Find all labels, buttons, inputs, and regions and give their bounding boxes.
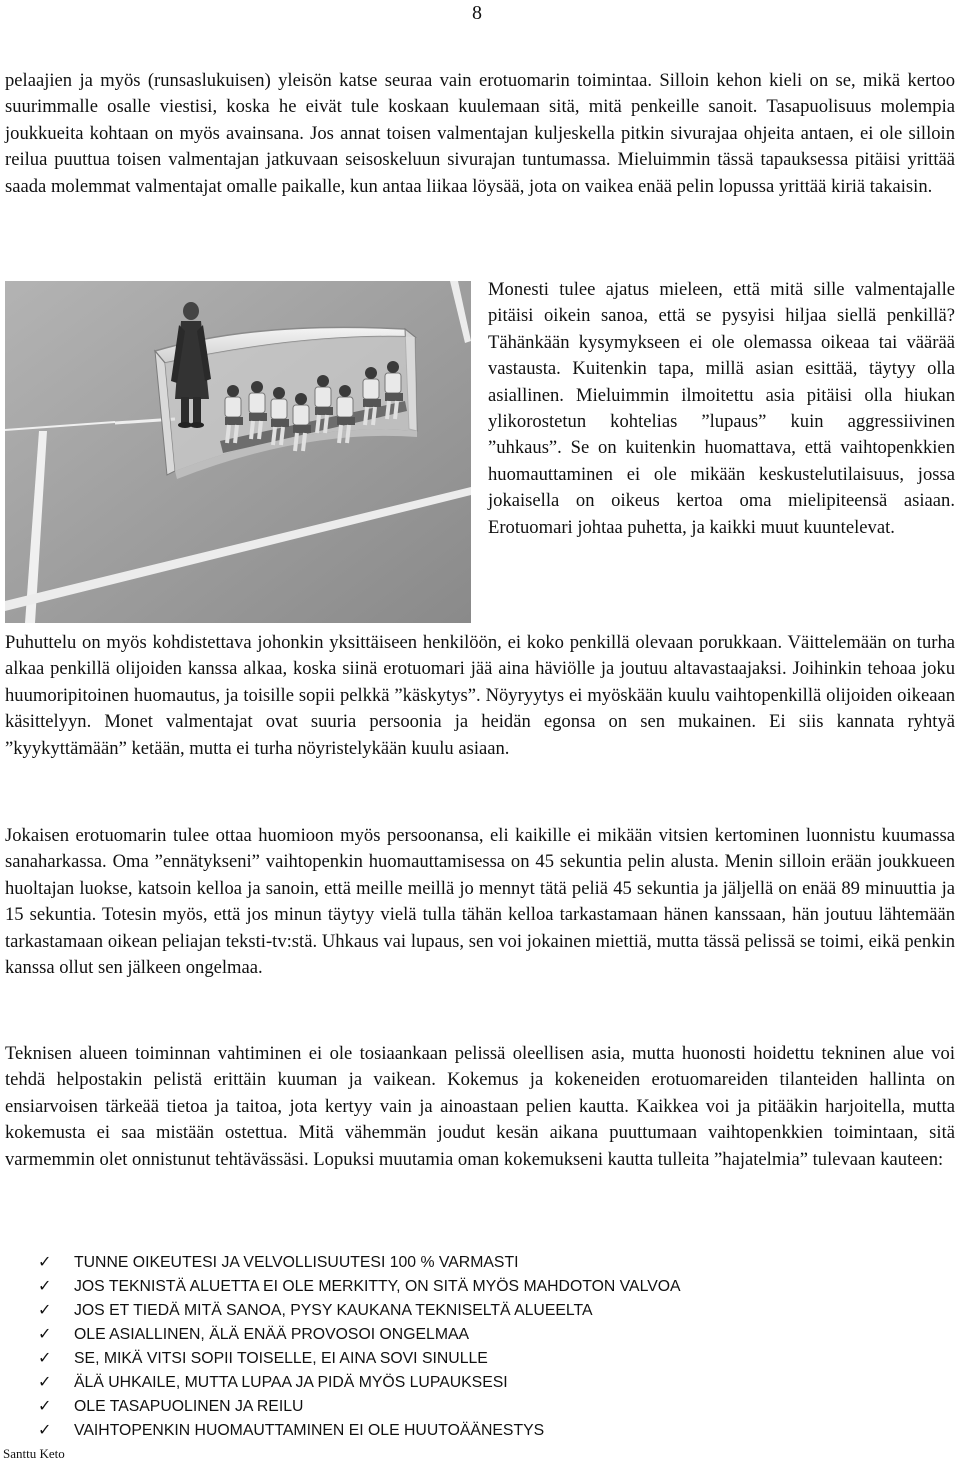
checklist-item <box>38 1299 681 1323</box>
player-head <box>387 361 399 373</box>
player-shorts <box>363 399 381 407</box>
page-number: 8 <box>472 2 482 24</box>
check-icon: ✓ <box>38 1422 52 1439</box>
player-shorts <box>293 425 311 433</box>
checklist-item-text: JOS TEKNISTÄ ALUETTA EI OLE MERKITTY, ON SITÄ MYÖS MAHDOTON VALVOA <box>74 1278 681 1295</box>
bench-scene-svg <box>5 281 471 623</box>
checklist-item <box>38 1371 681 1395</box>
player-shirt <box>225 397 241 417</box>
checklist-item <box>38 1395 681 1419</box>
checklist-item-text: JOS ET TIEDÄ MITÄ SANOA, PYSY KAUKANA TEKNISELTÄ ALUEELTA <box>74 1302 593 1319</box>
checklist-item-text: SE, MIKÄ VITSI SOPII TOISELLE, EI AINA SOVI SINULLE <box>74 1350 488 1367</box>
paragraph-addressing <box>5 630 955 762</box>
player-head <box>365 367 377 379</box>
checklist-item <box>38 1275 681 1299</box>
paragraph-personality <box>5 823 955 981</box>
checklist-item-text: OLE ASIALLINEN, ÄLÄ ENÄÄ PROVOSOI ONGELMAA <box>74 1326 470 1343</box>
check-icon: ✓ <box>38 1278 52 1295</box>
player-shirt <box>337 397 353 417</box>
paragraph-text: Monesti tulee ajatus mieleen, että mitä sille valmentajalle pitäisi oikein sanoa, että se pysyisi hiljaa siellä penkillä? Tähänkään kysymykseen ei ole olemassa oikeaa tai väärää vastausta. Kuitenkin tapa, millä asian esittää, täytyy olla asiallinen. Mieluimmin ilmoitettu asia pitäisi olla hiukan ylikorostetun kohtelias ”lupaus” kuin aggressiivinen ”uhkaus”. Se on kuitenkin huomattava, että vaihtopenkkien huomauttaminen ei ole mikään keskustelutilaisuus, jossa jokaisella on oikeus kertoa oma mielipiteensä asiaan. Erotuomari johtaa puhetta, ja kaikki muut kuuntelevat. <box>488 279 955 538</box>
player-shorts <box>337 417 355 425</box>
paragraph-text: pelaajien ja myös (runsaslukuisen) yleisön katse seuraa vain erotuomarin toimintaa. Silloin kehon kieli on se, mikä kertoo suurimmalle osalle viestisi, koska he eivät tule koskaan kuulemaan sitä, mitä penkeille sanoit. Tasapuolisuus molempia joukkueita kohtaan on myös avainsana. Jos annat toisen valmentajan kuljeskella pitkin sivurajaa ohjeita antaen, ei ole silloin reilua puuttua toisen valmentajan jatkuvaan seisoskeluun sivurajan tuntumassa. Mieluimmin tässä tapauksessa pitäisi yrittää saada molemmat valmentajat omalle paikalle, kun antaa liikaa löysää, jota on vaikea enää pelin lopussa yrittää kiriä takaisin. <box>5 70 955 197</box>
checklist-item-text: VAIHTOPENKIN HUOMAUTTAMINEN EI OLE HUUTOÄÄNESTYS <box>74 1422 545 1439</box>
paragraph-text: Puhuttelu on myös kohdistettava johonkin yksittäiseen henkilöön, ei koko penkillä olevaan porukkaan. Väittelemään on turha alkaa penkillä olijoiden kanssa alkaa, koska siinä erotuomari jää aina häviölle ja joutuu altavastaajaksi. Joihinkin tehoaa joku huumoripitoinen huomautus, ja toisille sopii pelkkä ”käskytys”. Nöyryytys ei myöskään kuulu vaihtopenkillä olijoiden oikeaan käsittelyyn. Monet valmentajat ovat suuria persoonia ja heidän egonsa on sen mukainen. Ei siis kannata ryhtyä ”kyykyttämään” ketään, mutta ei turha nöyristelykään kuulu asiaan. <box>5 632 955 759</box>
check-icon: ✓ <box>38 1398 52 1415</box>
player-head <box>339 385 351 397</box>
player-head <box>227 385 239 397</box>
checklist-item-text: OLE TASAPUOLINEN JA REILU <box>74 1398 304 1415</box>
player-shirt <box>363 379 379 399</box>
player-shorts <box>385 393 403 401</box>
player-head <box>273 387 285 399</box>
tips-checklist <box>38 1251 681 1443</box>
player-shorts <box>225 417 243 425</box>
player-shirt <box>315 387 331 407</box>
paragraph-text: Jokaisen erotuomarin tulee ottaa huomioon myös persoonansa, eli kaikille ei mikään vitsien kertominen luonnistu kuumassa sanaharkassa. Oma ”ennätykseni” vaihtopenkin huomauttamisessa on 45 sekuntia pelin alusta. Menin silloin erään joukkueen huoltajan luokse, katsoin kelloa ja sanoin, että meille meillä jo mennyt tätä peliä 45 sekuntia ja jäljellä on enää 89 minuuttia ja 15 sekuntia. Totesin myös, että jos minun täytyy vielä tulla tähän kelloa tarkastamaan hänen kanssaan, hän joutuu lähtemään tarkastamaan oikean peliajan teksti-tv:stä. Uhkaus vai lupaus, sen voi jokainen miettiä, mutta tässä pelissä se toimi, eikä penkin kanssa ollut sen jälkeen ongelmaa. <box>5 825 955 979</box>
paragraph-text: Teknisen alueen toiminnan vahtiminen ei ole tosiaankaan pelissä oleellisen asia, mutta huonosti hoidettu tekninen alue voi tehdä helpostakin pelistä erittäin kuuman ja vaikean. Kokemus ja kokeneiden erotuomareiden tilanteiden hallinta on ensiarvoisen tärkeää tietoa ja taitoa, jota kertyy vain ja ainoastaan pelien kautta. Kaikkea voi ja pitääkin harjoitella, mutta kokemusta ei saa mistään ostettua. Mitä vähemmän joudut kesän aikana puuttumaan vaihtopenkkien toimintaan, sitä varmemmin olet onnistunut tehtävässäsi. Lopuksi muutamia oman kokemukseni kautta tulleita ”hajatelmia” tulevaan kauteen: <box>5 1043 955 1170</box>
player-head <box>317 375 329 387</box>
checklist-item <box>38 1251 681 1275</box>
player-shirt <box>385 373 401 393</box>
player-head <box>251 381 263 393</box>
paragraph-technical-area <box>5 1041 955 1173</box>
checklist-item <box>38 1419 681 1443</box>
check-icon: ✓ <box>38 1374 52 1391</box>
footer-author: Santtu Keto <box>3 1446 65 1461</box>
check-icon: ✓ <box>38 1302 52 1319</box>
checklist-item <box>38 1323 681 1347</box>
player-shirt <box>271 399 287 419</box>
player-shorts <box>271 419 289 427</box>
paragraph-intro <box>5 68 955 200</box>
player-shorts <box>249 413 267 421</box>
player-head <box>295 393 307 405</box>
checklist-item <box>38 1347 681 1371</box>
check-icon: ✓ <box>38 1326 52 1343</box>
paragraph-side <box>488 277 955 541</box>
check-icon: ✓ <box>38 1350 52 1367</box>
bench-illustration <box>5 281 471 623</box>
checklist-item-text: ÄLÄ UHKAILE, MUTTA LUPAA JA PIDÄ MYÖS LUPAUKSESI <box>74 1374 508 1391</box>
checklist-item-text: TUNNE OIKEUTESI JA VELVOLLISUUTESI 100 % VARMASTI <box>74 1254 519 1271</box>
check-icon: ✓ <box>38 1254 52 1271</box>
player-shirt <box>293 405 309 425</box>
player-shirt <box>249 393 265 413</box>
player-shorts <box>315 407 333 415</box>
